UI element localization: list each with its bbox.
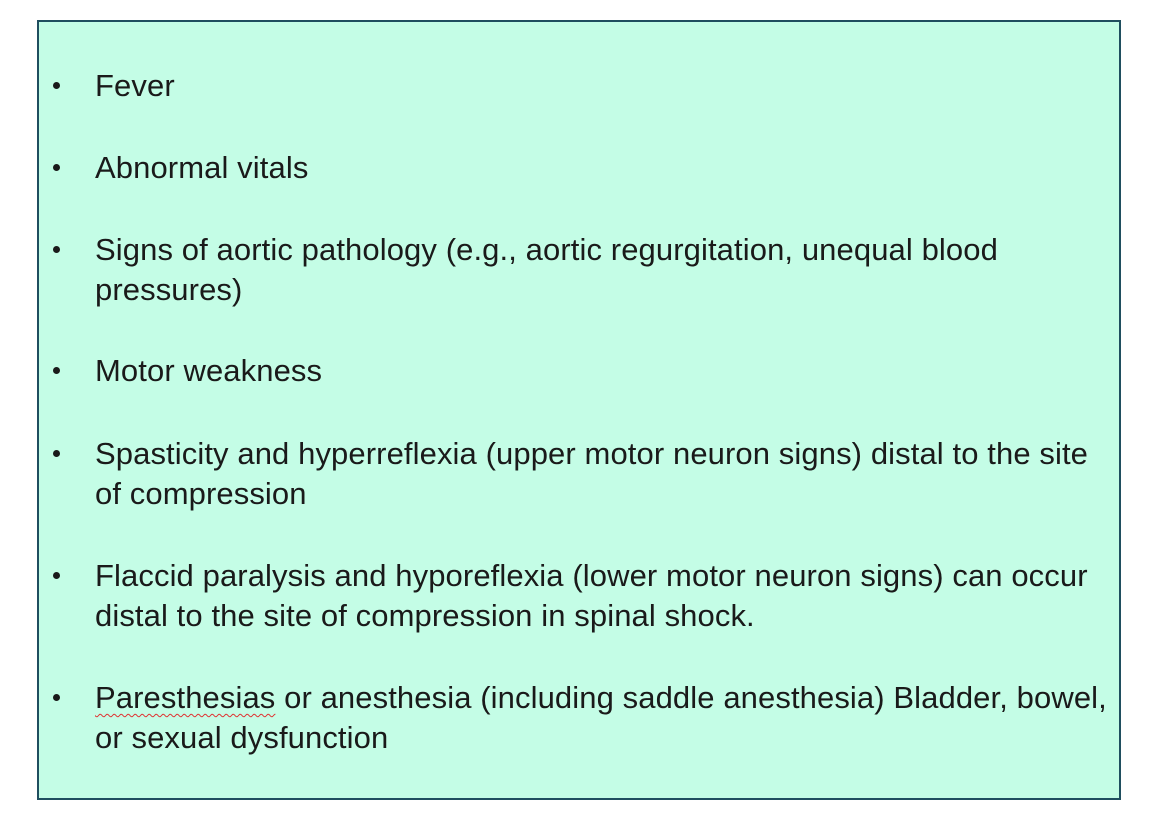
text-box bbox=[37, 20, 1121, 800]
spellcheck-flagged-word[interactable]: Paresthesias bbox=[95, 680, 276, 715]
bullet-icon bbox=[53, 82, 60, 89]
bullet-text: Signs of aortic pathology (e.g., aortic regurgitation, unequal blood pressures) bbox=[95, 232, 998, 307]
bullet-icon bbox=[53, 164, 60, 171]
bullet-text bbox=[95, 678, 1107, 758]
bullet-text: Abnormal vitals bbox=[95, 150, 309, 185]
bullet-text: Fever bbox=[95, 68, 175, 103]
bullet-icon bbox=[53, 694, 60, 701]
bullet-text-rest: or anesthesia (including saddle anesthesia) Bladder, bowel, or sexual dysfunction bbox=[95, 680, 1107, 755]
bullet-text: Spasticity and hyperreflexia (upper motor neuron signs) distal to the site of compression bbox=[95, 436, 1089, 511]
bullet-text: Motor weakness bbox=[95, 353, 323, 388]
bullet-icon bbox=[53, 246, 60, 253]
bullet-icon bbox=[53, 450, 60, 457]
bullet-icon bbox=[53, 367, 60, 374]
bullet-icon bbox=[53, 572, 60, 579]
bullet-text: Flaccid paralysis and hyporeflexia (lower motor neuron signs) can occur distal to the site of compression in spinal shock. bbox=[95, 558, 1088, 633]
